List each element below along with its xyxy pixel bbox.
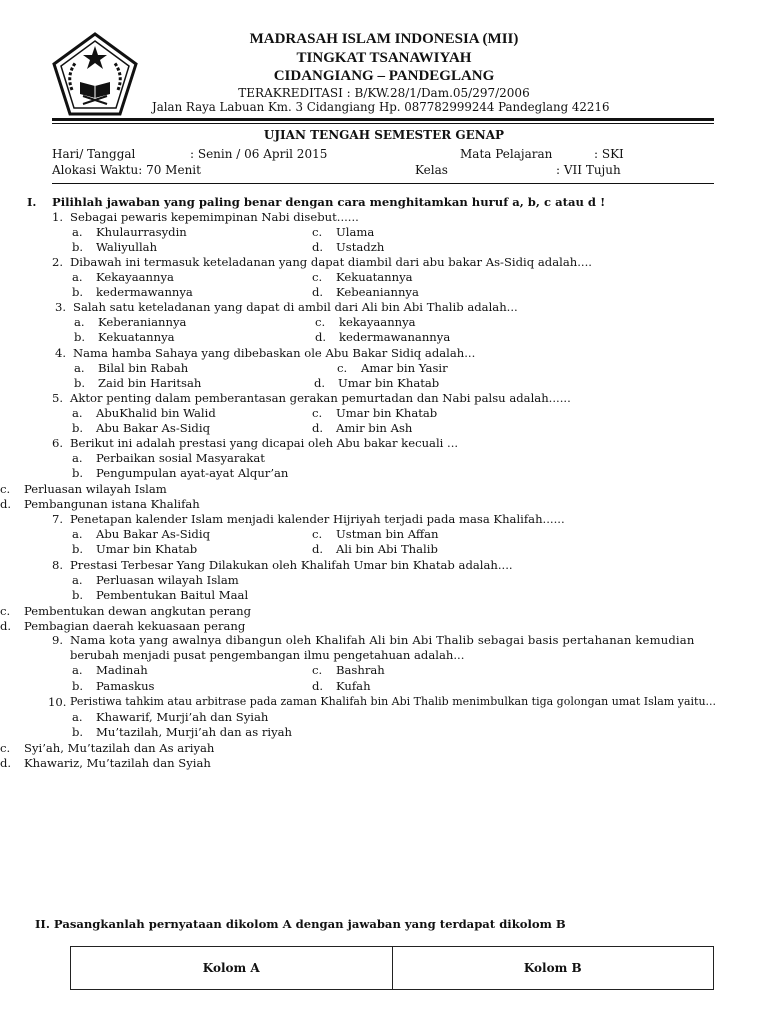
- option-text: Syi’ah, Mu’tazilah dan As ariyah: [24, 740, 215, 755]
- option-letter: d.: [312, 678, 324, 693]
- option-letter: d.: [0, 496, 12, 511]
- day-label: Hari/ Tanggal: [52, 147, 136, 161]
- option-text: Ali bin Abi Thalib: [336, 542, 438, 557]
- question-number: 10.: [48, 695, 67, 709]
- option-letter: a.: [72, 270, 83, 285]
- option-text: Umar bin Khatab: [336, 406, 438, 421]
- option-text: Pamaskus: [96, 678, 155, 693]
- school-address: Jalan Raya Labuan Km. 3 Cidangiang Hp. 087782999244 Pandeglang 42216: [152, 100, 610, 114]
- option-d[interactable]: [314, 376, 439, 390]
- option-text: Abu Bakar As-Sidiq: [96, 421, 210, 436]
- option-text: Zaid bin Haritsah: [98, 376, 202, 391]
- option-letter: b.: [74, 330, 86, 345]
- option-text: Pembentukan Baitul Maal: [96, 588, 249, 603]
- option-text: Bilal bin Rabah: [98, 361, 189, 376]
- option-letter: b.: [72, 421, 84, 436]
- option-b[interactable]: [72, 466, 288, 480]
- option-d[interactable]: [312, 240, 384, 254]
- option-a[interactable]: [72, 270, 174, 284]
- time-label: Alokasi Waktu: 70 Menit: [52, 163, 201, 177]
- question-text: Peristiwa tahkim atau arbitrase pada zaman Khalifah bin Abi Thalib menimbulkan tiga golongan umat Islam yaitu...: [70, 695, 717, 708]
- option-d[interactable]: [312, 421, 412, 435]
- option-c[interactable]: [312, 406, 437, 420]
- question-number: 4.: [55, 346, 67, 360]
- option-text: Pembangunan istana Khalifah: [24, 496, 200, 511]
- question-number: 6.: [52, 436, 64, 450]
- option-c[interactable]: [312, 663, 385, 677]
- option-text: Ulama: [336, 225, 375, 240]
- option-text: Pembentukan dewan angkutan perang: [24, 603, 252, 618]
- option-letter: c.: [337, 361, 348, 376]
- option-letter: a.: [72, 406, 83, 421]
- option-text: Waliyullah: [96, 240, 158, 255]
- question-text: Penetapan kalender Islam menjadi kalender Hijriyah terjadi pada masa Khalifah......: [70, 512, 565, 526]
- option-text: Amir bin Ash: [336, 421, 413, 436]
- option-letter: b.: [72, 285, 84, 300]
- option-c[interactable]: [0, 604, 251, 618]
- option-letter: c.: [312, 663, 323, 678]
- school-level: TINGKAT TSANAWIYAH: [296, 50, 472, 66]
- option-letter: c.: [312, 527, 323, 542]
- option-text: Ustman bin Affan: [336, 527, 439, 542]
- option-text: kedermawanannya: [339, 330, 451, 345]
- option-b[interactable]: [72, 588, 248, 602]
- option-letter: b.: [72, 588, 84, 603]
- option-d[interactable]: [312, 285, 419, 299]
- option-text: Ustadzh: [336, 240, 385, 255]
- option-letter: d.: [314, 376, 326, 391]
- option-letter: b.: [72, 466, 84, 481]
- option-letter: a.: [74, 315, 85, 330]
- matching-table: [70, 946, 714, 990]
- option-letter: b.: [72, 678, 84, 693]
- option-a[interactable]: [72, 573, 239, 587]
- option-text: Khulaurrasydin: [96, 225, 187, 240]
- option-a[interactable]: [72, 527, 210, 541]
- option-letter: c.: [312, 270, 323, 285]
- option-a[interactable]: [72, 406, 216, 420]
- section-1-numeral: I.: [27, 195, 37, 209]
- option-letter: c.: [312, 225, 323, 240]
- option-text: Khawariz, Mu’tazilah dan Syiah: [24, 755, 211, 770]
- option-letter: d.: [315, 330, 327, 345]
- subject-label: Mata Pelajaran: [460, 147, 553, 161]
- column-a-header: Kolom A: [202, 961, 260, 975]
- option-letter: d.: [312, 542, 324, 557]
- section-1-instruction: Pilihlah jawaban yang paling benar dengan cara menghitamkan huruf a, b, c atau d !: [52, 195, 606, 209]
- option-text: Umar bin Khatab: [96, 542, 198, 557]
- question-text: Prestasi Terbesar Yang Dilakukan oleh Khalifah Umar bin Khatab adalah....: [70, 558, 513, 572]
- option-text: kekayaannya: [339, 315, 416, 330]
- option-text: Kekayaannya: [96, 270, 174, 285]
- subject-value: : SKI: [594, 147, 624, 161]
- section-2-instruction: II. Pasangkanlah pernyataan dikolom A dengan jawaban yang terdapat dikolom B: [35, 917, 566, 931]
- question-text-continued: berubah menjadi pusat pengembangan ilmu pengetahuan adalah...: [70, 648, 465, 663]
- option-letter: c.: [0, 740, 11, 755]
- option-text: Madinah: [96, 663, 148, 678]
- option-text: Keberaniannya: [98, 315, 187, 330]
- option-letter: d.: [0, 755, 12, 770]
- question-text: Aktor penting dalam pemberantasan gerakan pemurtadan dan Nabi palsu adalah......: [70, 391, 571, 405]
- option-a[interactable]: [72, 710, 268, 724]
- question-text: Sebagai pewaris kepemimpinan Nabi disebut......: [70, 210, 359, 224]
- question-number: 9.: [52, 633, 64, 647]
- header-rule-thin: [52, 123, 714, 124]
- option-a[interactable]: [74, 315, 186, 329]
- option-text: Pengumpulan ayat-ayat Alqur’an: [96, 466, 289, 481]
- option-text: Kekuatannya: [98, 330, 175, 345]
- option-c[interactable]: [315, 315, 416, 329]
- column-b-header: Kolom B: [392, 947, 714, 989]
- option-text: Perluasan wilayah Islam: [96, 573, 239, 588]
- question-number: 8.: [52, 558, 64, 572]
- option-c[interactable]: [0, 741, 214, 755]
- accreditation-text: TERAKREDITASI : B/KW.28/1/Dam.05/297/2006: [238, 86, 530, 100]
- question-number: 7.: [52, 512, 64, 526]
- option-text: kedermawannya: [96, 285, 193, 300]
- option-a[interactable]: [74, 361, 188, 375]
- question-text: Nama kota yang awalnya dibangun oleh Khalifah Ali bin Abi Thalib sebagai basis pertahanan kemudian: [70, 633, 695, 647]
- option-letter: a.: [72, 573, 83, 588]
- option-a[interactable]: [72, 225, 187, 239]
- question-text: Salah satu keteladanan yang dapat di ambil dari Ali bin Abi Thalib adalah...: [73, 300, 518, 314]
- exam-title: UJIAN TENGAH SEMESTER GENAP: [263, 128, 505, 142]
- info-rule: [52, 183, 714, 184]
- option-text: Kebeaniannya: [336, 285, 419, 300]
- option-c[interactable]: [312, 527, 439, 541]
- school-location: CIDANGIANG – PANDEGLANG: [273, 68, 495, 84]
- option-text: Amar bin Yasir: [361, 361, 448, 376]
- school-name: MADRASAH ISLAM INDONESIA (MII): [249, 31, 519, 47]
- option-c[interactable]: [0, 482, 167, 496]
- option-letter: c.: [315, 315, 326, 330]
- option-c[interactable]: [312, 225, 374, 239]
- option-b[interactable]: [74, 330, 175, 344]
- option-d[interactable]: [0, 497, 200, 511]
- option-b[interactable]: [72, 421, 210, 435]
- option-text: Pembagian daerah kekuasaan perang: [24, 618, 246, 633]
- question-number: 5.: [52, 391, 64, 405]
- option-b[interactable]: [74, 376, 201, 390]
- option-letter: c.: [312, 406, 323, 421]
- option-letter: b.: [72, 725, 84, 740]
- option-c[interactable]: [312, 270, 413, 284]
- option-letter: b.: [72, 542, 84, 557]
- option-text: AbuKhalid bin Walid: [96, 406, 216, 421]
- option-b[interactable]: [72, 679, 155, 693]
- option-d[interactable]: [312, 679, 371, 693]
- option-text: Abu Bakar As-Sidiq: [96, 527, 210, 542]
- option-letter: a.: [72, 710, 83, 725]
- option-letter: d.: [312, 421, 324, 436]
- option-d[interactable]: [315, 330, 450, 344]
- question-number: 3.: [55, 300, 67, 314]
- option-b[interactable]: [72, 725, 292, 739]
- option-d[interactable]: [0, 756, 211, 770]
- option-text: Mu’tazilah, Murji’ah dan as riyah: [96, 725, 293, 740]
- option-letter: a.: [72, 663, 83, 678]
- question-text: Berikut ini adalah prestasi yang dicapai oleh Abu bakar kecuali ...: [70, 436, 459, 450]
- option-text: Bashrah: [336, 663, 385, 678]
- option-letter: d.: [312, 285, 324, 300]
- question-text: Nama hamba Sahaya yang dibebaskan ole Abu Bakar Sidiq adalah...: [73, 346, 476, 360]
- class-value: : VII Tujuh: [556, 163, 621, 177]
- question-text: Dibawah ini termasuk keteladanan yang dapat diambil dari abu bakar As-Sidiq adalah....: [70, 255, 592, 269]
- question-number: 2.: [52, 255, 64, 269]
- option-letter: d.: [0, 618, 12, 633]
- option-a[interactable]: [72, 451, 265, 465]
- option-text: Perbaikan sosial Masyarakat: [96, 451, 265, 466]
- option-b[interactable]: [72, 240, 157, 254]
- option-text: Perluasan wilayah Islam: [24, 481, 167, 496]
- day-value: : Senin / 06 April 2015: [190, 147, 328, 161]
- option-c[interactable]: [337, 361, 448, 375]
- option-letter: c.: [0, 603, 11, 618]
- option-d[interactable]: [0, 619, 245, 633]
- option-letter: a.: [72, 451, 83, 466]
- question-number: 1.: [52, 210, 64, 224]
- option-text: Kekuatannya: [336, 270, 413, 285]
- option-letter: a.: [74, 361, 85, 376]
- option-a[interactable]: [72, 663, 148, 677]
- option-b[interactable]: [72, 542, 197, 556]
- option-d[interactable]: [312, 542, 438, 556]
- option-letter: a.: [72, 527, 83, 542]
- option-text: Khawarif, Murji’ah dan Syiah: [96, 710, 269, 725]
- option-letter: b.: [74, 376, 86, 391]
- option-letter: c.: [0, 481, 11, 496]
- option-text: Umar bin Khatab: [338, 376, 440, 391]
- option-letter: d.: [312, 240, 324, 255]
- header-rule-thick: [52, 118, 714, 121]
- option-b[interactable]: [72, 285, 193, 299]
- option-letter: b.: [72, 240, 84, 255]
- class-label: Kelas: [415, 163, 448, 177]
- option-letter: a.: [72, 225, 83, 240]
- option-text: Kufah: [336, 678, 371, 693]
